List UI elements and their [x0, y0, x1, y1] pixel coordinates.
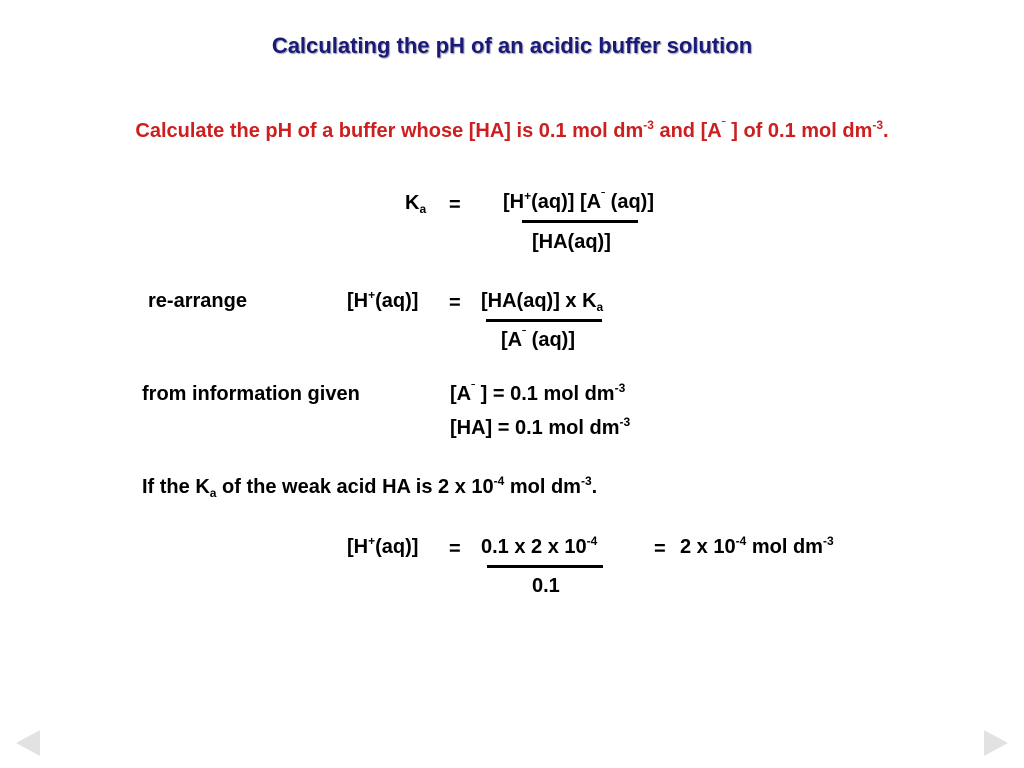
ka-statement: If the $K_a$ of the weak acid HA is 2 x $10^{-4}$ mol $dm^{-3}$. [142, 474, 598, 500]
eq2-equals: = [449, 292, 461, 314]
eq3-fraction-bar [487, 565, 603, 568]
triangle-right-icon[interactable] [984, 730, 1008, 756]
info-anion-concentration: [$A^ˉ$ ] = 0.1 mol $dm^{-3}$ [450, 381, 626, 405]
rearrange-label: re-arrange [148, 290, 247, 312]
page-title: Calculating the pH of an acidic buffer solution [271, 33, 753, 58]
eq2-denominator: [$A^ˉ$ (aq)] [501, 327, 575, 351]
info-acid-concentration: [HA] = 0.1 mol $dm^{-3}$ [450, 415, 631, 439]
eq2-fraction-bar [486, 319, 602, 322]
eq3-result: 2 x $10^{-4}$ mol $dm^{-3}$ [680, 534, 834, 558]
ka-symbol: $K_a$ [405, 192, 427, 216]
eq2-numerator: [HA(aq)] x $K_a$ [481, 290, 604, 314]
eq1-fraction-bar [522, 220, 638, 223]
eq2-lhs: [H+(aq)] [347, 288, 419, 312]
eq3-equals-result: = [654, 538, 666, 560]
eq1-equals: = [449, 194, 461, 216]
eq1-denominator: [HA(aq)] [532, 231, 611, 253]
eq3-lhs: [H+(aq)] [347, 534, 419, 558]
eq3-equals: = [449, 538, 461, 560]
eq3-numerator: 0.1 x 2 x $10^{-4}$ [481, 534, 598, 558]
triangle-left-icon[interactable] [16, 730, 40, 756]
question-text: Calculate the pH of a buffer whose [HA] is 0.1 mol $dm^{-3}$ and [$A^ˉ$ ] of 0.1 mol $dm^{-3}$. [135, 118, 889, 142]
eq1-numerator: [H+(aq)] [$A^ˉ$ (aq)] [503, 189, 654, 213]
eq3-denominator: 0.1 [532, 575, 560, 597]
info-label: from information given [142, 383, 360, 405]
